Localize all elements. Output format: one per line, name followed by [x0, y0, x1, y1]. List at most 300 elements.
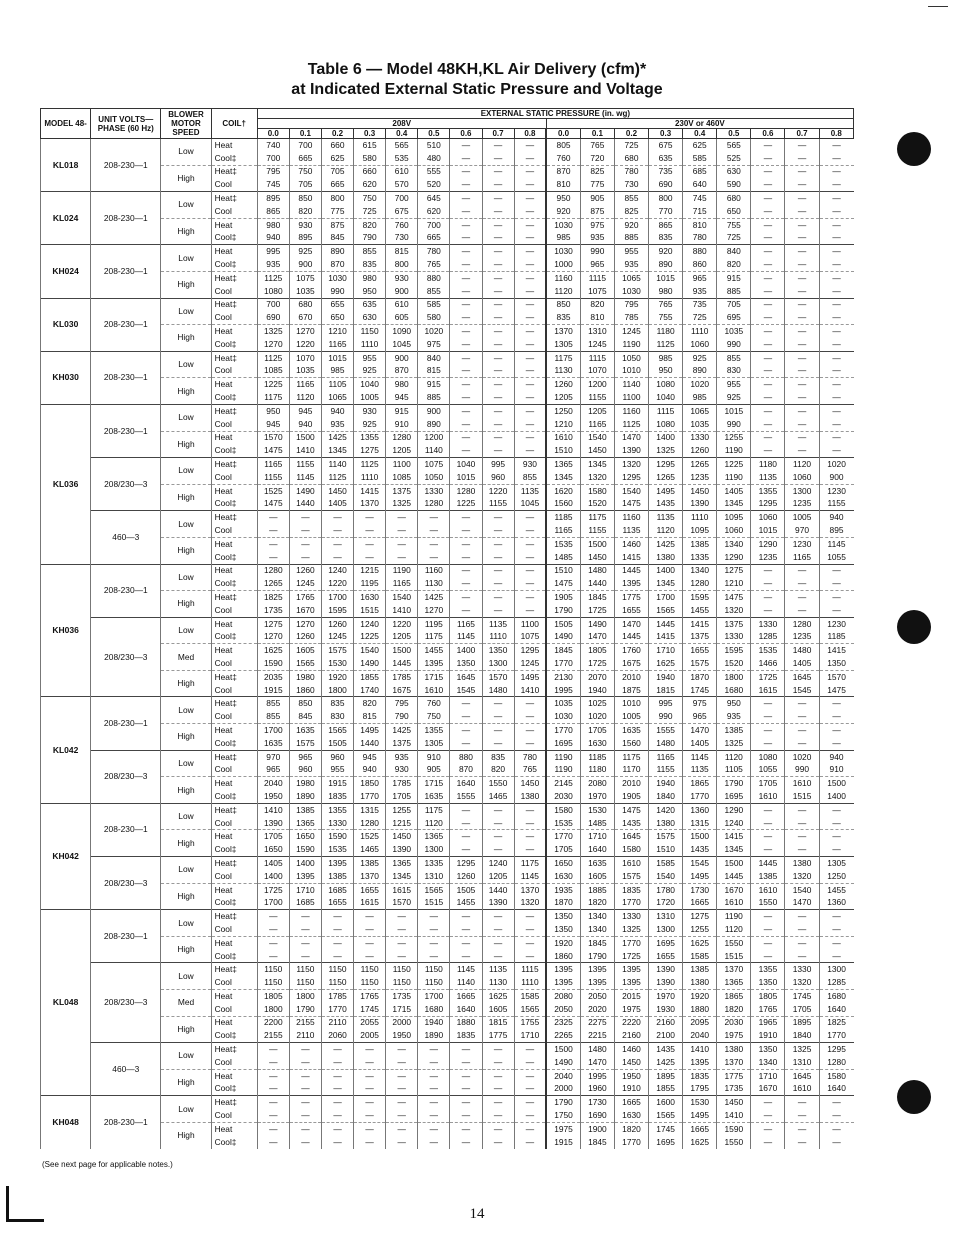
cfm-cell: 940 [819, 750, 853, 763]
cfm-cell: 1155 [649, 763, 683, 776]
cfm-cell: — [289, 1109, 321, 1122]
cfm-cell: 950 [649, 365, 683, 378]
cfm-cell: 1915 [546, 1136, 580, 1149]
cfm-cell: 1635 [257, 737, 289, 750]
cfm-cell: — [418, 936, 450, 949]
cfm-cell: 830 [717, 365, 751, 378]
cfm-cell: 815 [386, 245, 418, 258]
cfm-cell: — [450, 271, 482, 284]
cfm-cell: — [819, 192, 853, 205]
cfm-cell: 1355 [418, 724, 450, 737]
cfm-cell: 980 [649, 285, 683, 298]
cfm-cell: 1300 [482, 657, 514, 670]
cfm-cell: 700 [257, 152, 289, 165]
cfm-cell: — [785, 564, 819, 577]
cfm-cell: — [819, 817, 853, 830]
cfm-cell: 915 [717, 271, 751, 284]
cfm-cell: 1440 [289, 498, 321, 511]
cfm-cell: 1450 [580, 444, 614, 457]
cfm-cell: 1670 [751, 1083, 785, 1096]
cfm-cell: — [386, 1122, 418, 1135]
cfm-cell: — [819, 139, 853, 152]
cfm-cell: 960 [289, 763, 321, 776]
cfm-cell: 1190 [717, 471, 751, 484]
cfm-cell: 1335 [683, 551, 717, 564]
cfm-cell: 1395 [580, 976, 614, 989]
cfm-cell: — [450, 1109, 482, 1122]
cfm-cell: 795 [386, 697, 418, 710]
cfm-cell: — [450, 551, 482, 564]
cfm-cell: 1650 [289, 830, 321, 843]
cfm-cell: — [819, 950, 853, 963]
cfm-cell: — [751, 365, 785, 378]
cfm-cell: — [751, 232, 785, 245]
cfm-cell: 715 [683, 205, 717, 218]
cfm-cell: 1400 [819, 790, 853, 803]
cfm-cell: 1245 [289, 577, 321, 590]
cfm-cell: 1635 [289, 724, 321, 737]
cfm-cell: 1545 [450, 684, 482, 697]
cfm-cell: 750 [289, 165, 321, 178]
cfm-cell: 1555 [649, 724, 683, 737]
cfm-cell: 1710 [751, 1069, 785, 1082]
coil-cell: Cool [211, 524, 257, 537]
coil-cell: Heat [211, 1016, 257, 1029]
cfm-cell: — [751, 843, 785, 856]
blower-speed-cell: High [161, 1122, 211, 1148]
cfm-cell: 1685 [289, 896, 321, 909]
cfm-cell: 700 [418, 218, 450, 231]
cfm-cell: 1735 [257, 604, 289, 617]
cfm-cell: 1150 [289, 963, 321, 976]
cfm-cell: 1220 [321, 577, 353, 590]
cfm-cell: 965 [683, 271, 717, 284]
cfm-cell: 1260 [289, 564, 321, 577]
cfm-cell: — [386, 1069, 418, 1082]
cfm-cell: 1190 [546, 763, 580, 776]
cfm-cell: — [785, 1122, 819, 1135]
cfm-cell: 590 [717, 178, 751, 191]
cfm-cell: 1625 [683, 1136, 717, 1149]
cfm-cell: 1305 [819, 857, 853, 870]
cfm-cell: 1910 [614, 1083, 648, 1096]
table-row [41, 1096, 854, 1109]
cfm-cell: 950 [546, 192, 580, 205]
cfm-cell: 1480 [482, 684, 514, 697]
cfm-cell: 905 [418, 763, 450, 776]
cfm-cell: 1545 [683, 857, 717, 870]
cfm-cell: 790 [386, 710, 418, 723]
cfm-cell: 1350 [819, 657, 853, 670]
pressure-header: 0.1 [289, 129, 321, 139]
cfm-cell: 1450 [386, 830, 418, 843]
cfm-cell: 935 [580, 232, 614, 245]
cfm-cell: 1345 [386, 870, 418, 883]
cfm-cell: 1915 [257, 684, 289, 697]
coil-cell: Cool [211, 471, 257, 484]
cfm-cell: 655 [321, 298, 353, 311]
cfm-cell: — [819, 298, 853, 311]
cfm-cell: — [514, 165, 546, 178]
cfm-cell: 1570 [819, 670, 853, 683]
cfm-cell: — [450, 1136, 482, 1149]
cfm-cell: — [482, 1122, 514, 1135]
cfm-cell: 1535 [751, 644, 785, 657]
cfm-cell: 925 [683, 351, 717, 364]
pressure-header: 0.8 [819, 129, 853, 139]
coil-cell: Cool [211, 1109, 257, 1122]
cfm-cell: 1445 [614, 564, 648, 577]
cfm-cell: 845 [289, 710, 321, 723]
table-body [41, 139, 854, 1149]
cfm-cell: 1080 [649, 378, 683, 391]
cfm-cell: 1780 [649, 883, 683, 896]
cfm-cell: 1540 [614, 484, 648, 497]
coil-cell: Cool‡ [211, 1083, 257, 1096]
cfm-cell: 855 [257, 710, 289, 723]
coil-cell: Heat‡ [211, 910, 257, 923]
cfm-cell: 1330 [717, 630, 751, 643]
header-blower-speed: BLOWER MOTOR SPEED [161, 109, 211, 139]
cfm-cell: — [514, 1043, 546, 1056]
cfm-cell: — [450, 178, 482, 191]
cfm-cell: — [514, 311, 546, 324]
cfm-cell: 1400 [649, 431, 683, 444]
unit-volts-cell: 208/230—3 [91, 750, 161, 803]
cfm-cell: 2030 [546, 790, 580, 803]
cfm-cell: 1120 [418, 817, 450, 830]
cfm-cell: 970 [257, 750, 289, 763]
cfm-cell: 630 [717, 165, 751, 178]
cfm-cell: 900 [289, 258, 321, 271]
cfm-cell: — [785, 232, 819, 245]
cfm-cell: 1030 [546, 218, 580, 231]
cfm-cell: 1665 [683, 1122, 717, 1135]
cfm-cell: 1565 [418, 883, 450, 896]
cfm-cell: 985 [321, 365, 353, 378]
cfm-cell: — [386, 1136, 418, 1149]
cfm-cell: 1790 [546, 604, 580, 617]
cfm-cell: — [482, 591, 514, 604]
cfm-cell: — [257, 524, 289, 537]
cfm-cell: — [819, 1096, 853, 1109]
cfm-cell: — [257, 1056, 289, 1069]
cfm-cell: — [514, 604, 546, 617]
cfm-cell: 2000 [386, 1016, 418, 1029]
cfm-cell: 840 [717, 245, 751, 258]
cfm-cell: 1625 [482, 990, 514, 1003]
cfm-cell: — [482, 803, 514, 816]
cfm-cell: 985 [683, 391, 717, 404]
cfm-cell: 1000 [546, 258, 580, 271]
cfm-cell: 1380 [683, 976, 717, 989]
cfm-cell: 1865 [717, 990, 751, 1003]
cfm-cell: 1120 [649, 524, 683, 537]
cfm-cell: — [751, 431, 785, 444]
cfm-cell: — [450, 298, 482, 311]
cfm-cell: — [751, 564, 785, 577]
cfm-cell: 1800 [289, 990, 321, 1003]
cfm-cell: 1975 [614, 1003, 648, 1016]
cfm-cell: 1390 [482, 896, 514, 909]
pressure-header: 0.6 [450, 129, 482, 139]
table-row [41, 325, 854, 338]
cfm-cell: 1610 [546, 431, 580, 444]
cfm-cell: 1165 [257, 458, 289, 471]
cfm-cell: 1290 [717, 803, 751, 816]
cfm-cell: — [354, 1136, 386, 1149]
cfm-cell: — [785, 950, 819, 963]
coil-cell: Heat‡ [211, 298, 257, 311]
cfm-cell: 1105 [321, 378, 353, 391]
cfm-cell: 1135 [683, 763, 717, 776]
cfm-cell: — [482, 830, 514, 843]
cfm-cell: 1765 [354, 990, 386, 1003]
cfm-cell: 750 [354, 192, 386, 205]
cfm-cell: 930 [386, 763, 418, 776]
cfm-cell: 830 [321, 710, 353, 723]
cfm-cell: 775 [580, 178, 614, 191]
cfm-cell: — [418, 551, 450, 564]
cfm-cell: — [785, 378, 819, 391]
cfm-cell: 1395 [614, 963, 648, 976]
cfm-cell: 1125 [649, 338, 683, 351]
cfm-cell: — [819, 431, 853, 444]
cfm-cell: 1020 [819, 458, 853, 471]
cfm-cell: 1785 [386, 777, 418, 790]
cfm-cell: 1995 [580, 1069, 614, 1082]
cfm-cell: — [450, 258, 482, 271]
cfm-cell: 1165 [785, 551, 819, 564]
cfm-cell: 1415 [614, 551, 648, 564]
cfm-cell: 705 [321, 165, 353, 178]
cfm-cell: 1280 [386, 431, 418, 444]
cfm-cell: 570 [386, 178, 418, 191]
cfm-cell: — [418, 1122, 450, 1135]
cfm-cell: — [819, 591, 853, 604]
cfm-cell: 1495 [649, 484, 683, 497]
cfm-cell: — [450, 923, 482, 936]
cfm-cell: — [257, 936, 289, 949]
cfm-cell: 1770 [614, 1136, 648, 1149]
header-coil: COIL† [211, 109, 257, 139]
cfm-cell: — [819, 910, 853, 923]
cfm-cell: 665 [289, 152, 321, 165]
cfm-cell: 520 [418, 178, 450, 191]
cfm-cell: 820 [354, 697, 386, 710]
cfm-cell: — [386, 950, 418, 963]
coil-cell: Heat [211, 777, 257, 790]
cfm-cell: — [450, 710, 482, 723]
blower-speed-cell: Low [161, 511, 211, 538]
cfm-cell: — [450, 843, 482, 856]
cfm-cell: — [482, 604, 514, 617]
unit-volts-cell: 208-230—1 [91, 404, 161, 457]
cfm-cell: 965 [580, 258, 614, 271]
cfm-cell: 1135 [751, 471, 785, 484]
cfm-cell: — [482, 1083, 514, 1096]
cfm-cell: — [514, 524, 546, 537]
cfm-cell: — [482, 564, 514, 577]
coil-cell: Cool [211, 604, 257, 617]
cfm-cell: 1175 [580, 511, 614, 524]
cfm-cell: — [785, 724, 819, 737]
cfm-cell: — [321, 1043, 353, 1056]
cfm-cell: 1665 [450, 990, 482, 1003]
cfm-cell: 1125 [354, 458, 386, 471]
cfm-cell: — [386, 537, 418, 550]
cfm-cell: — [785, 591, 819, 604]
cfm-cell: 760 [386, 218, 418, 231]
cfm-cell: — [819, 444, 853, 457]
cfm-cell: 1450 [683, 484, 717, 497]
cfm-cell: 1605 [289, 644, 321, 657]
cfm-cell: 1620 [546, 484, 580, 497]
coil-cell: Cool‡ [211, 1136, 257, 1149]
cfm-cell: 1260 [683, 444, 717, 457]
pressure-header: 0.5 [418, 129, 450, 139]
cfm-cell: 1935 [546, 883, 580, 896]
cfm-cell: 1575 [649, 830, 683, 843]
cfm-cell: 1100 [514, 617, 546, 630]
cfm-cell: 950 [717, 697, 751, 710]
cfm-cell: — [785, 178, 819, 191]
cfm-cell: 915 [418, 378, 450, 391]
blower-speed-cell: Low [161, 963, 211, 990]
cfm-cell: — [482, 192, 514, 205]
cfm-cell: 865 [649, 218, 683, 231]
cfm-cell: — [785, 404, 819, 417]
cfm-cell: 1120 [546, 285, 580, 298]
cfm-cell: — [751, 936, 785, 949]
cfm-cell: 1725 [257, 883, 289, 896]
cfm-cell: 1395 [418, 657, 450, 670]
cfm-cell: 915 [386, 404, 418, 417]
pressure-header: 0.1 [580, 129, 614, 139]
cfm-cell: — [450, 577, 482, 590]
coil-cell: Heat‡ [211, 511, 257, 524]
cfm-cell: 1455 [450, 896, 482, 909]
cfm-cell: 795 [614, 298, 648, 311]
cfm-cell: 995 [257, 245, 289, 258]
cfm-cell: 935 [321, 418, 353, 431]
cfm-cell: — [482, 351, 514, 364]
cfm-cell: 1805 [580, 644, 614, 657]
model-cell: KH030 [41, 351, 91, 404]
cfm-cell: 1325 [649, 444, 683, 457]
cfm-cell: — [386, 1096, 418, 1109]
cfm-cell: — [514, 152, 546, 165]
cfm-cell: 2040 [257, 777, 289, 790]
cfm-cell: 1410 [257, 803, 289, 816]
cfm-cell: 720 [580, 152, 614, 165]
table-row [41, 484, 854, 497]
cfm-cell: 940 [354, 763, 386, 776]
cfm-cell: — [819, 232, 853, 245]
cfm-cell: 1475 [257, 444, 289, 457]
cfm-cell: 1250 [819, 870, 853, 883]
cfm-cell: — [514, 591, 546, 604]
cfm-cell: — [482, 271, 514, 284]
cfm-cell: 1605 [482, 1003, 514, 1016]
cfm-cell: 1180 [649, 325, 683, 338]
cfm-cell: 1815 [649, 684, 683, 697]
cfm-cell: 1630 [354, 591, 386, 604]
cfm-cell: — [785, 365, 819, 378]
cfm-cell: 1110 [354, 471, 386, 484]
cfm-cell: 690 [257, 311, 289, 324]
cfm-cell: 1300 [649, 923, 683, 936]
coil-cell: Heat [211, 724, 257, 737]
cfm-cell: 700 [289, 139, 321, 152]
cfm-cell: — [819, 830, 853, 843]
cfm-cell: 1590 [717, 1122, 751, 1135]
cfm-cell: 1480 [785, 644, 819, 657]
coil-cell: Heat‡ [211, 404, 257, 417]
cfm-cell: 1565 [514, 1003, 546, 1016]
cfm-cell: 1360 [819, 896, 853, 909]
cfm-cell: 1775 [717, 1069, 751, 1082]
cfm-cell: — [514, 577, 546, 590]
header-230v: 230V or 460V [546, 119, 853, 129]
cfm-cell: 1035 [289, 365, 321, 378]
cfm-cell: — [418, 524, 450, 537]
cfm-cell: 1940 [649, 670, 683, 683]
cfm-cell: 1325 [614, 923, 648, 936]
cfm-cell: — [257, 1109, 289, 1122]
cfm-cell: 1120 [717, 750, 751, 763]
model-cell: KL042 [41, 697, 91, 803]
cfm-cell: 1375 [386, 737, 418, 750]
cfm-cell: 925 [289, 245, 321, 258]
cfm-cell: 1490 [289, 484, 321, 497]
cfm-cell: — [514, 285, 546, 298]
cfm-cell: 1466 [751, 657, 785, 670]
cfm-cell: 1020 [785, 750, 819, 763]
cfm-cell: 1030 [321, 271, 353, 284]
cfm-cell: 965 [683, 710, 717, 723]
cfm-cell: 760 [546, 152, 580, 165]
cfm-cell: — [257, 1122, 289, 1135]
cfm-cell: — [482, 205, 514, 218]
cfm-cell: — [514, 923, 546, 936]
cfm-cell: 890 [649, 258, 683, 271]
cfm-cell: — [514, 178, 546, 191]
cfm-cell: — [482, 311, 514, 324]
cfm-cell: — [751, 391, 785, 404]
cfm-cell: 535 [386, 152, 418, 165]
coil-cell: Heat [211, 830, 257, 843]
cfm-cell: 1340 [751, 1056, 785, 1069]
table-row [41, 564, 854, 577]
cfm-cell: 1120 [289, 391, 321, 404]
cfm-cell: 810 [546, 178, 580, 191]
cfm-cell: 1580 [546, 803, 580, 816]
coil-cell: Cool‡ [211, 551, 257, 564]
cfm-cell: 1170 [614, 763, 648, 776]
unit-volts-cell: 208-230—1 [91, 298, 161, 351]
cfm-cell: 1680 [819, 990, 853, 1003]
cfm-cell: 1385 [289, 803, 321, 816]
cfm-cell: — [785, 577, 819, 590]
cfm-cell: 1445 [649, 617, 683, 630]
cfm-cell: 1670 [289, 604, 321, 617]
cfm-cell: 1380 [649, 551, 683, 564]
cfm-cell: 640 [683, 178, 717, 191]
cfm-cell: 880 [450, 750, 482, 763]
cfm-cell: — [450, 604, 482, 617]
cfm-cell: 700 [257, 298, 289, 311]
